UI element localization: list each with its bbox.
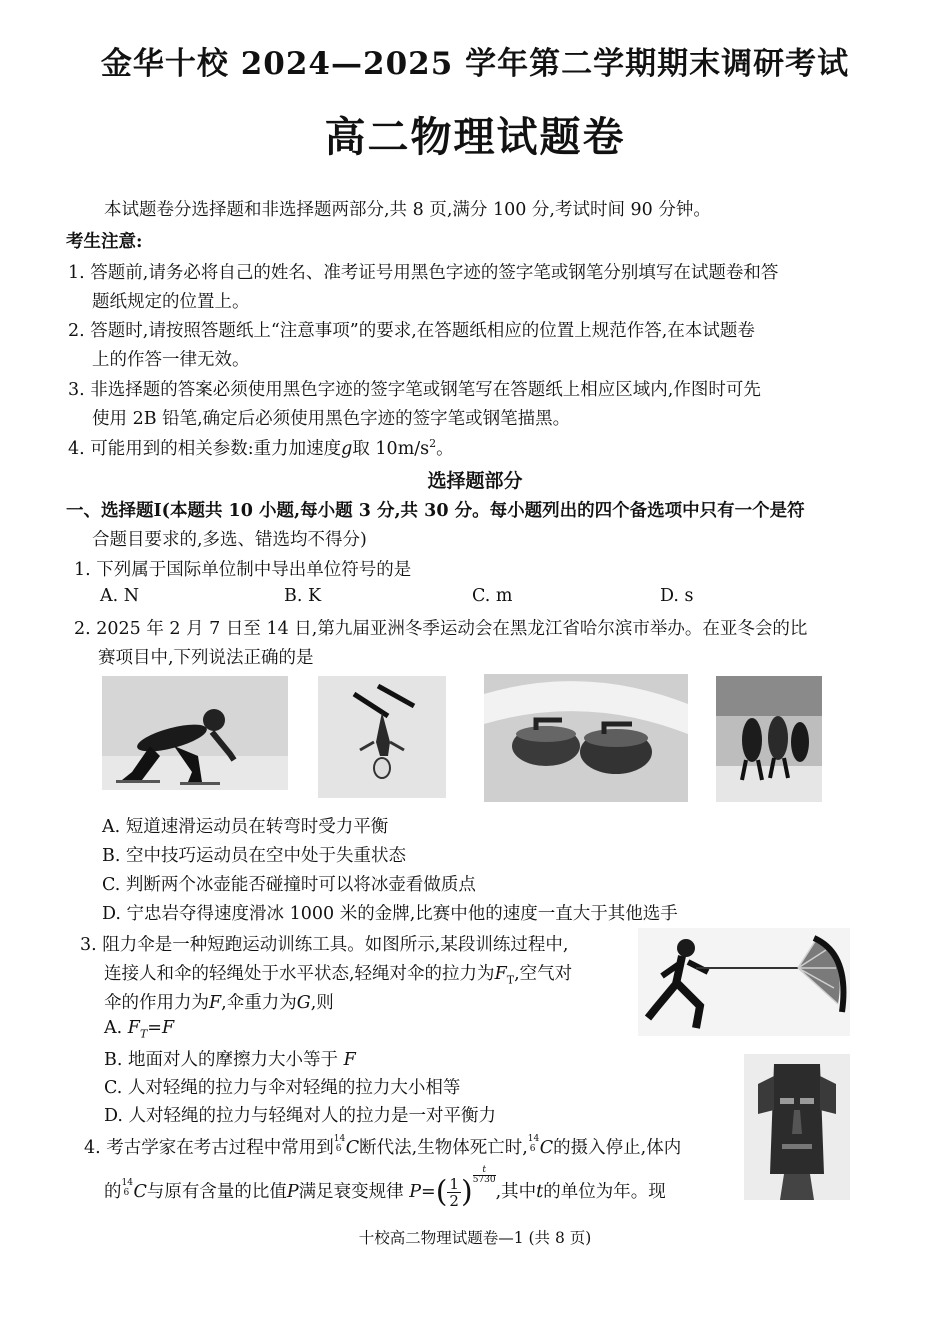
exam-title: 金华十校 2024—2025 学年第二学期期末调研考试 <box>100 46 850 82</box>
question-4-cont: 的 14 6 C与原有含量的比值P满足衰变规律 P=( $\frac{1}{2}$ ) $^{\frac{t}{5730}}$ ,其中t的单位为年。现 <box>104 1165 666 1210</box>
paper-title: 高二物理试题卷 <box>324 113 626 161</box>
question-2-cont: 赛项目中,下列说法正确的是 <box>98 648 314 668</box>
notice-item: 3. 非选择题的答案必须使用黑色字迹的签字笔或钢笔写在答题纸上相应区域内,作图时可先 <box>68 380 761 400</box>
option: A. $F_T=F$ <box>104 1018 175 1041</box>
question-3-cont: 连接人和伞的轻绳处于水平状态,轻绳对伞的拉力为$F_T$,空气对 <box>104 964 573 987</box>
notice-item: 使用 2B 铅笔,确定后必须使用黑色字迹的签字笔或钢笔描黑。 <box>92 409 571 429</box>
notice-item-4: 4. 可能用到的相关参数:重力加速度g取 $10m/s^2$。 <box>68 437 454 459</box>
option: B. 空中技巧运动员在空中处于失重状态 <box>102 846 406 866</box>
option: A. N <box>100 586 140 606</box>
aerial-skier-photo <box>318 676 446 798</box>
speed-skating-race-photo <box>716 676 822 802</box>
part1-instructions: 一、选择题Ⅰ(本题共 10 小题,每小题 3 分,共 30 分。每小题列出的四个备选项中只有一个是符 <box>66 501 805 521</box>
bronze-mask-photo <box>744 1054 850 1200</box>
question-2: 2. 2025 年 2 月 7 日至 14 日,第九届亚洲冬季运动会在黑龙江省哈尔滨市举办。在亚冬会的比 <box>74 619 808 639</box>
option: A. 短道速滑运动员在转弯时受力平衡 <box>102 817 389 837</box>
notice-item: 1. 答题前,请务必将自己的姓名、准考证号用黑色字迹的签字笔或钢笔分别填写在试题卷和答 <box>68 263 779 283</box>
option: C. 判断两个冰壶能否碰撞时可以将冰壶看做质点 <box>102 875 476 895</box>
option: D. s <box>660 586 694 606</box>
speed-skater-photo <box>102 676 288 790</box>
question-4: 4. 考古学家在考古过程中常用到 14 6 C断代法,生物体死亡时, 14 6 C的摄入停止,体内 <box>84 1134 682 1158</box>
notice-item: 题纸规定的位置上。 <box>92 292 250 312</box>
question-3-cont: 伞的作用力为F,伞重力为G,则 <box>104 993 334 1013</box>
intro-text: 本试题卷分选择题和非选择题两部分,共 8 页,满分 100 分,考试时间 90 分钟。 <box>104 200 711 220</box>
option: D. 人对轻绳的拉力与轻绳对人的拉力是一对平衡力 <box>104 1106 497 1126</box>
option: C. m <box>472 586 513 606</box>
option: B. K <box>284 586 322 606</box>
notice-item: 2. 答题时,请按照答题纸上“注意事项”的要求,在答题纸相应的位置上规范作答,在本试题卷 <box>68 321 755 341</box>
notice-heading: 考生注意: <box>66 232 143 252</box>
option: C. 人对轻绳的拉力与伞对轻绳的拉力大小相等 <box>104 1078 461 1098</box>
option: D. 宁忠岩夺得速度滑冰 1000 米的金牌,比赛中他的速度一直大于其他选手 <box>102 904 678 924</box>
question-3: 3. 阻力伞是一种短跑运动训练工具。如图所示,某段训练过程中, <box>80 935 569 955</box>
page-footer: 十校高二物理试题卷—1 (共 8 页) <box>358 1229 592 1247</box>
section-title: 选择题部分 <box>427 470 523 492</box>
decay-formula: P= <box>409 1181 436 1202</box>
parachute-sprinter-photo <box>638 928 850 1036</box>
notice-item: 上的作答一律无效。 <box>92 350 250 370</box>
question-1: 1. 下列属于国际单位制中导出单位符号的是 <box>74 560 412 580</box>
option: B. 地面对人的摩擦力大小等于 F <box>104 1050 356 1070</box>
part1-instructions-cont: 合题目要求的,多选、错选均不得分) <box>92 530 367 550</box>
curling-stones-photo <box>484 674 688 802</box>
